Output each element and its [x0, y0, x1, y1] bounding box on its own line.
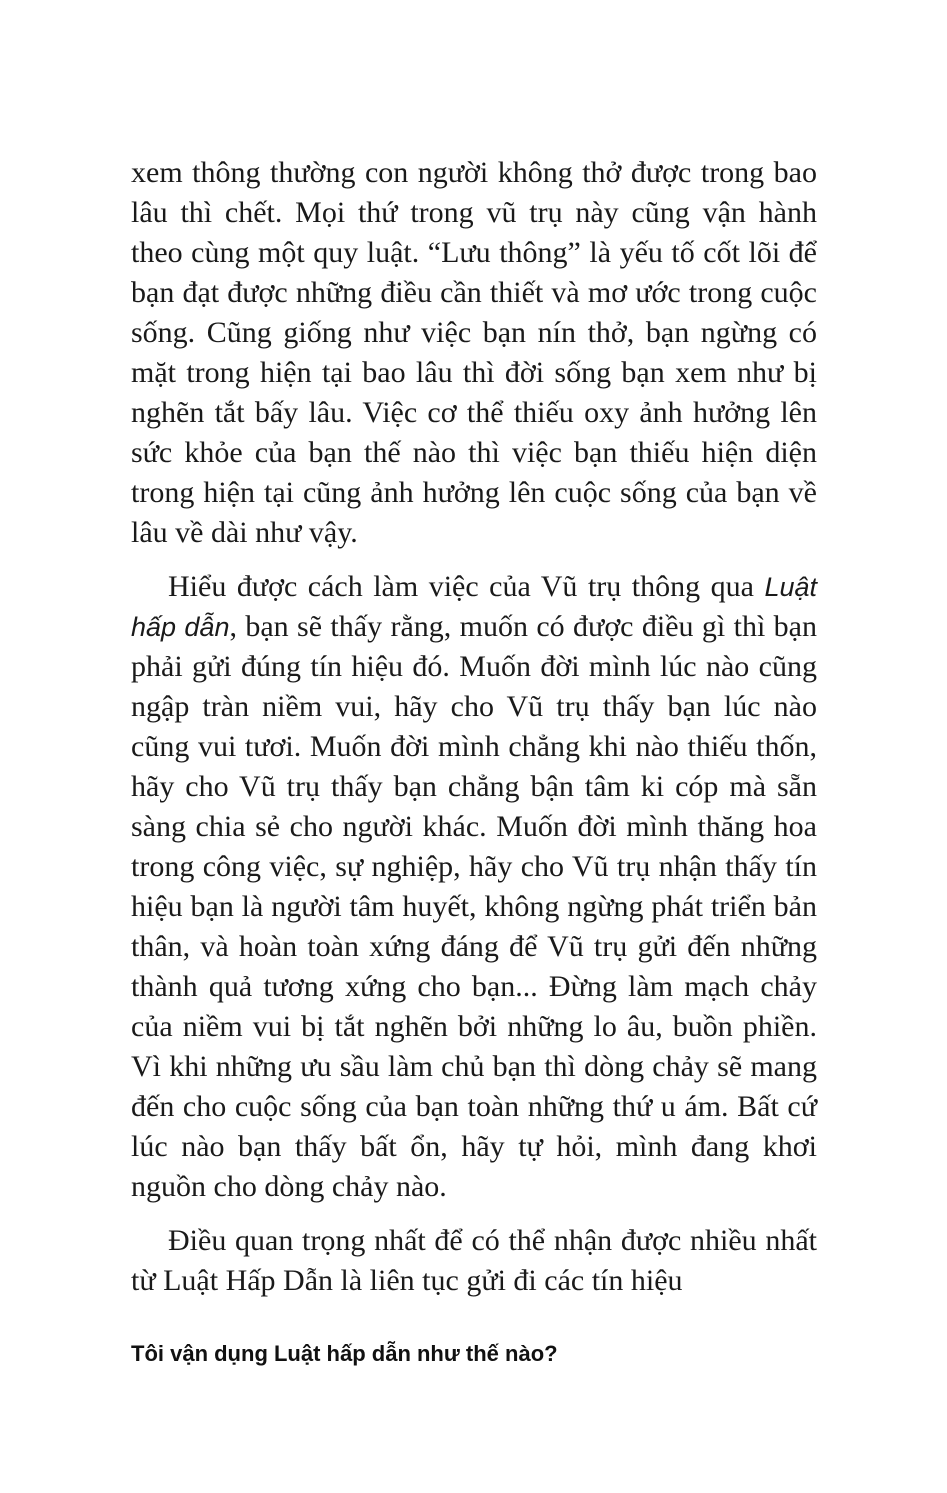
paragraph-2: [131, 567, 817, 1207]
running-footer-title: Tôi vận dụng Luật hấp dẫn như thế nào?: [131, 1341, 558, 1366]
body-text: [131, 153, 817, 1301]
paragraph-2-lead: Hiểu được cách làm việc của Vũ trụ thông qua: [168, 570, 754, 603]
law-of-attraction-emphasis: Luật hấp dẫn: [131, 572, 818, 642]
paragraph-2-rest: , bạn sẽ thấy rằng, muốn có được điều gì thì bạn phải gửi đúng tín hiệu đó. Muốn đời mình lúc nào cũng ngập tràn niềm vui, hãy cho Vũ trụ thấy bạn lúc nào cũng vui tươi. Muốn đời mình chẳng khi nào thiếu thốn, hãy cho Vũ trụ thấy bạn chẳng bận tâm ki cóp mà sẵn sàng chia sẻ cho người khác. Muốn đời mình thăng hoa trong công việc, sự nghiệp, hãy cho Vũ trụ nhận thấy tín hiệu bạn là người tâm huyết, không ngừng phát triển bản thân, và hoàn toàn xứng đáng để Vũ trụ gửi đến những thành quả tương xứng cho bạn... Đừng làm mạch chảy của niềm vui bị tắt nghẽn bởi những lo âu, buồn phiền. Vì khi những ưu sầu làm chủ bạn thì dòng chảy sẽ mang đến cho cuộc sống của bạn toàn những thứ u ám. Bất cứ lúc nào bạn thấy bất ổn, hãy tự hỏi, mình đang khơi nguồn cho dòng chảy nào.: [131, 610, 817, 1203]
paragraph-1: xem thông thường con người không thở được trong bao lâu thì chết. Mọi thứ trong vũ trụ này cũng vận hành theo cùng một quy luật. “Lưu thông” là yếu tố cốt lõi để bạn đạt được những điều cần thiết và mơ ước trong cuộc sống. Cũng giống như việc bạn nín thở, bạn ngừng có mặt trong hiện tại bao lâu thì đời sống bạn xem như bị nghẽn tắt bấy lâu. Việc cơ thể thiếu oxy ảnh hưởng lên sức khỏe của bạn thế nào thì việc bạn thiếu hiện diện trong hiện tại cũng ảnh hưởng lên cuộc sống của bạn về lâu về dài như vậy.: [131, 156, 817, 549]
paragraph-3: Điều quan trọng nhất để có thể nhận được nhiều nhất từ Luật Hấp Dẫn là liên tục gửi đi các tín hiệu: [131, 1224, 817, 1297]
